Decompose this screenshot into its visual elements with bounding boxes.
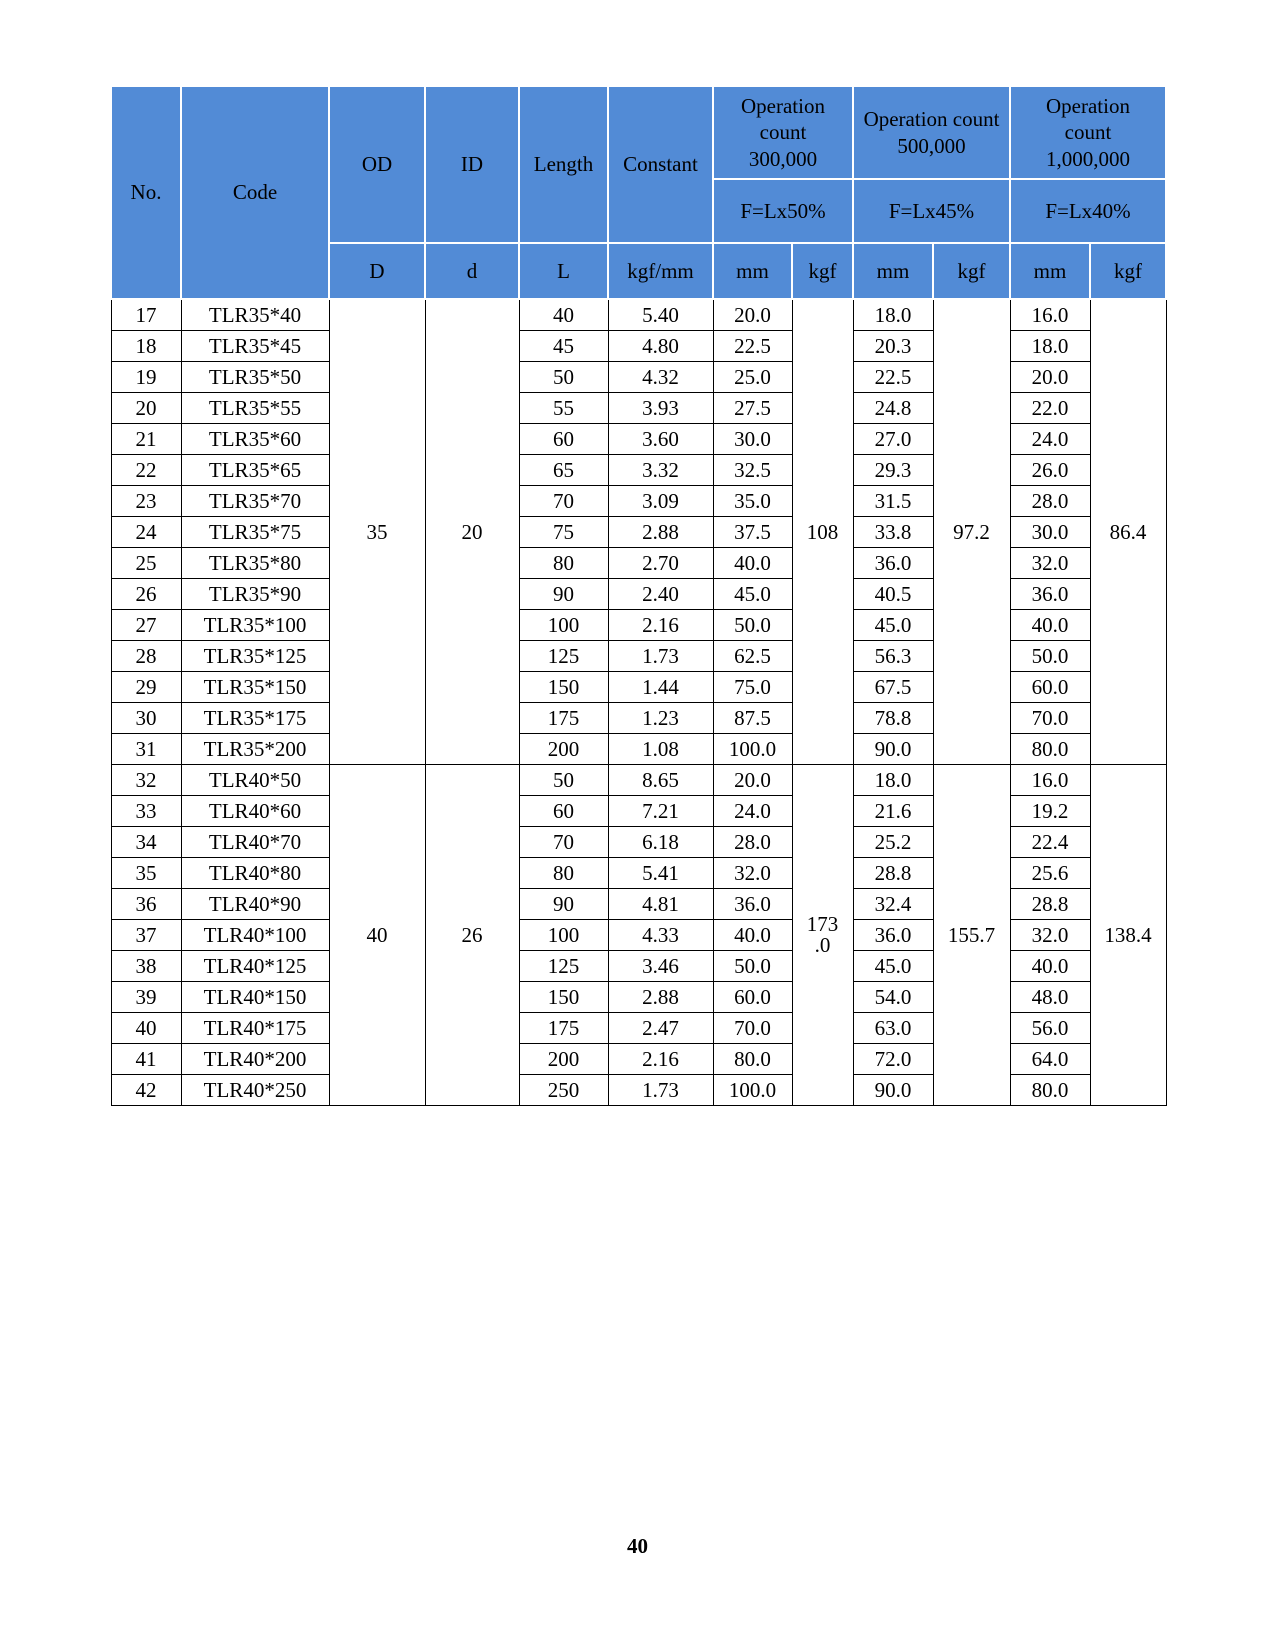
row-constant: 4.80 [608, 331, 713, 362]
row-no: 42 [111, 1075, 181, 1106]
row-mm-500000: 20.3 [853, 331, 933, 362]
row-constant: 2.16 [608, 610, 713, 641]
header-unit-kgf-1000000: kgf [1090, 243, 1166, 299]
row-length: 150 [519, 672, 608, 703]
row-no: 28 [111, 641, 181, 672]
row-mm-500000: 56.3 [853, 641, 933, 672]
row-mm-1000000: 40.0 [1010, 951, 1090, 982]
row-mm-1000000: 64.0 [1010, 1044, 1090, 1075]
row-code: TLR35*70 [181, 486, 329, 517]
row-code: TLR35*75 [181, 517, 329, 548]
row-constant: 1.08 [608, 734, 713, 765]
row-length: 200 [519, 1044, 608, 1075]
row-no: 39 [111, 982, 181, 1013]
row-no: 30 [111, 703, 181, 734]
group-od: 40 [329, 765, 425, 1106]
row-constant: 2.88 [608, 982, 713, 1013]
table-row [111, 299, 1166, 331]
row-code: TLR40*175 [181, 1013, 329, 1044]
row-length: 90 [519, 889, 608, 920]
spec-table [110, 85, 1167, 1106]
row-mm-300000: 20.0 [713, 765, 792, 796]
row-mm-300000: 24.0 [713, 796, 792, 827]
row-mm-300000: 32.5 [713, 455, 792, 486]
row-no: 37 [111, 920, 181, 951]
row-mm-300000: 30.0 [713, 424, 792, 455]
row-code: TLR35*65 [181, 455, 329, 486]
row-constant: 2.16 [608, 1044, 713, 1075]
row-code: TLR35*80 [181, 548, 329, 579]
table-body [111, 299, 1166, 1106]
row-length: 55 [519, 393, 608, 424]
row-no: 19 [111, 362, 181, 393]
row-mm-300000: 100.0 [713, 1075, 792, 1106]
row-length: 60 [519, 424, 608, 455]
row-mm-500000: 21.6 [853, 796, 933, 827]
row-mm-1000000: 80.0 [1010, 1075, 1090, 1106]
row-length: 125 [519, 641, 608, 672]
row-code: TLR40*50 [181, 765, 329, 796]
row-code: TLR40*90 [181, 889, 329, 920]
row-mm-1000000: 80.0 [1010, 734, 1090, 765]
row-length: 125 [519, 951, 608, 982]
row-constant: 1.73 [608, 1075, 713, 1106]
row-mm-300000: 40.0 [713, 920, 792, 951]
row-mm-500000: 33.8 [853, 517, 933, 548]
row-length: 100 [519, 920, 608, 951]
table-header [111, 86, 1166, 299]
row-code: TLR40*70 [181, 827, 329, 858]
row-length: 100 [519, 610, 608, 641]
row-mm-500000: 18.0 [853, 299, 933, 331]
row-mm-300000: 60.0 [713, 982, 792, 1013]
row-mm-500000: 28.8 [853, 858, 933, 889]
row-mm-500000: 78.8 [853, 703, 933, 734]
row-mm-1000000: 22.4 [1010, 827, 1090, 858]
row-length: 50 [519, 362, 608, 393]
row-length: 50 [519, 765, 608, 796]
row-no: 29 [111, 672, 181, 703]
row-mm-500000: 29.3 [853, 455, 933, 486]
row-no: 32 [111, 765, 181, 796]
row-mm-500000: 45.0 [853, 610, 933, 641]
row-mm-1000000: 60.0 [1010, 672, 1090, 703]
group-kgf-1000000: 86.4 [1090, 299, 1166, 765]
row-code: TLR35*50 [181, 362, 329, 393]
row-code: TLR40*150 [181, 982, 329, 1013]
header-length: Length [519, 86, 608, 243]
group-kgf-500000: 97.2 [933, 299, 1010, 765]
row-constant: 3.93 [608, 393, 713, 424]
row-length: 80 [519, 858, 608, 889]
row-no: 35 [111, 858, 181, 889]
row-constant: 4.32 [608, 362, 713, 393]
row-constant: 4.81 [608, 889, 713, 920]
row-mm-1000000: 70.0 [1010, 703, 1090, 734]
header-no: No. [111, 86, 181, 299]
header-operation-1000000: Operation count 1,000,000 [1010, 86, 1166, 179]
header-unit-mm-300000: mm [713, 243, 792, 299]
row-length: 200 [519, 734, 608, 765]
row-mm-500000: 32.4 [853, 889, 933, 920]
header-constant: Constant [608, 86, 713, 243]
header-unit-kgf-300000: kgf [792, 243, 853, 299]
row-mm-1000000: 32.0 [1010, 920, 1090, 951]
row-mm-1000000: 24.0 [1010, 424, 1090, 455]
row-mm-1000000: 50.0 [1010, 641, 1090, 672]
row-mm-300000: 70.0 [713, 1013, 792, 1044]
row-constant: 3.32 [608, 455, 713, 486]
row-mm-500000: 54.0 [853, 982, 933, 1013]
row-length: 80 [519, 548, 608, 579]
row-code: TLR35*200 [181, 734, 329, 765]
row-mm-300000: 20.0 [713, 299, 792, 331]
row-code: TLR35*150 [181, 672, 329, 703]
row-mm-500000: 18.0 [853, 765, 933, 796]
row-mm-500000: 25.2 [853, 827, 933, 858]
header-unit-D: D [329, 243, 425, 299]
group-id: 20 [425, 299, 519, 765]
row-mm-1000000: 16.0 [1010, 299, 1090, 331]
row-no: 40 [111, 1013, 181, 1044]
row-length: 65 [519, 455, 608, 486]
row-mm-500000: 40.5 [853, 579, 933, 610]
group-kgf-300000: 173 .0 [792, 765, 853, 1106]
header-od: OD [329, 86, 425, 243]
row-mm-500000: 27.0 [853, 424, 933, 455]
row-mm-1000000: 26.0 [1010, 455, 1090, 486]
row-mm-500000: 36.0 [853, 920, 933, 951]
row-code: TLR40*125 [181, 951, 329, 982]
row-code: TLR40*80 [181, 858, 329, 889]
row-code: TLR40*60 [181, 796, 329, 827]
row-constant: 8.65 [608, 765, 713, 796]
row-mm-500000: 36.0 [853, 548, 933, 579]
row-length: 40 [519, 299, 608, 331]
row-code: TLR35*60 [181, 424, 329, 455]
row-no: 36 [111, 889, 181, 920]
row-no: 31 [111, 734, 181, 765]
row-length: 45 [519, 331, 608, 362]
row-no: 17 [111, 299, 181, 331]
row-mm-1000000: 30.0 [1010, 517, 1090, 548]
row-mm-300000: 87.5 [713, 703, 792, 734]
row-code: TLR35*175 [181, 703, 329, 734]
group-kgf-1000000: 138.4 [1090, 765, 1166, 1106]
row-code: TLR35*40 [181, 299, 329, 331]
row-no: 23 [111, 486, 181, 517]
row-no: 21 [111, 424, 181, 455]
row-mm-300000: 45.0 [713, 579, 792, 610]
row-code: TLR40*100 [181, 920, 329, 951]
row-constant: 2.40 [608, 579, 713, 610]
row-mm-1000000: 32.0 [1010, 548, 1090, 579]
row-mm-1000000: 56.0 [1010, 1013, 1090, 1044]
row-no: 20 [111, 393, 181, 424]
row-mm-300000: 50.0 [713, 951, 792, 982]
row-constant: 3.09 [608, 486, 713, 517]
row-no: 25 [111, 548, 181, 579]
row-no: 18 [111, 331, 181, 362]
row-mm-500000: 67.5 [853, 672, 933, 703]
row-code: TLR35*100 [181, 610, 329, 641]
row-constant: 1.73 [608, 641, 713, 672]
row-mm-300000: 27.5 [713, 393, 792, 424]
row-mm-300000: 36.0 [713, 889, 792, 920]
header-unit-constant: kgf/mm [608, 243, 713, 299]
row-no: 27 [111, 610, 181, 641]
row-mm-300000: 75.0 [713, 672, 792, 703]
row-mm-1000000: 25.6 [1010, 858, 1090, 889]
row-mm-300000: 62.5 [713, 641, 792, 672]
row-no: 26 [111, 579, 181, 610]
row-mm-300000: 32.0 [713, 858, 792, 889]
header-operation-300000: Operation count 300,000 [713, 86, 853, 179]
row-code: TLR35*55 [181, 393, 329, 424]
row-length: 70 [519, 827, 608, 858]
row-constant: 1.44 [608, 672, 713, 703]
row-mm-500000: 24.8 [853, 393, 933, 424]
row-mm-1000000: 22.0 [1010, 393, 1090, 424]
header-id: ID [425, 86, 519, 243]
row-mm-300000: 80.0 [713, 1044, 792, 1075]
row-mm-300000: 50.0 [713, 610, 792, 641]
row-length: 175 [519, 1013, 608, 1044]
row-constant: 2.47 [608, 1013, 713, 1044]
row-no: 33 [111, 796, 181, 827]
row-mm-1000000: 28.0 [1010, 486, 1090, 517]
row-length: 70 [519, 486, 608, 517]
row-mm-500000: 90.0 [853, 1075, 933, 1106]
group-kgf-300000: 108 [792, 299, 853, 765]
row-mm-300000: 22.5 [713, 331, 792, 362]
header-unit-L: L [519, 243, 608, 299]
row-no: 34 [111, 827, 181, 858]
row-mm-300000: 37.5 [713, 517, 792, 548]
row-length: 90 [519, 579, 608, 610]
page-number: 40 [627, 1534, 648, 1558]
row-mm-300000: 28.0 [713, 827, 792, 858]
row-constant: 2.88 [608, 517, 713, 548]
row-length: 175 [519, 703, 608, 734]
row-mm-500000: 90.0 [853, 734, 933, 765]
row-mm-300000: 40.0 [713, 548, 792, 579]
row-mm-1000000: 48.0 [1010, 982, 1090, 1013]
row-code: TLR35*45 [181, 331, 329, 362]
header-formula-45: F=Lx45% [853, 179, 1010, 243]
row-no: 24 [111, 517, 181, 548]
row-code: TLR40*200 [181, 1044, 329, 1075]
row-mm-1000000: 18.0 [1010, 331, 1090, 362]
header-unit-mm-1000000: mm [1010, 243, 1090, 299]
row-mm-500000: 72.0 [853, 1044, 933, 1075]
row-mm-1000000: 16.0 [1010, 765, 1090, 796]
header-code: Code [181, 86, 329, 299]
header-formula-40: F=Lx40% [1010, 179, 1166, 243]
row-mm-1000000: 20.0 [1010, 362, 1090, 393]
row-constant: 3.60 [608, 424, 713, 455]
group-od: 35 [329, 299, 425, 765]
row-mm-300000: 35.0 [713, 486, 792, 517]
row-length: 250 [519, 1075, 608, 1106]
row-mm-1000000: 19.2 [1010, 796, 1090, 827]
row-length: 150 [519, 982, 608, 1013]
row-length: 60 [519, 796, 608, 827]
row-mm-1000000: 36.0 [1010, 579, 1090, 610]
row-mm-300000: 25.0 [713, 362, 792, 393]
row-constant: 7.21 [608, 796, 713, 827]
row-mm-500000: 31.5 [853, 486, 933, 517]
group-id: 26 [425, 765, 519, 1106]
row-length: 75 [519, 517, 608, 548]
row-mm-1000000: 40.0 [1010, 610, 1090, 641]
row-constant: 3.46 [608, 951, 713, 982]
row-no: 22 [111, 455, 181, 486]
header-formula-50: F=Lx50% [713, 179, 853, 243]
table-row [111, 765, 1166, 796]
header-unit-mm-500000: mm [853, 243, 933, 299]
row-constant: 4.33 [608, 920, 713, 951]
row-no: 38 [111, 951, 181, 982]
row-mm-500000: 22.5 [853, 362, 933, 393]
row-constant: 1.23 [608, 703, 713, 734]
row-mm-1000000: 28.8 [1010, 889, 1090, 920]
row-code: TLR40*250 [181, 1075, 329, 1106]
row-code: TLR35*125 [181, 641, 329, 672]
row-mm-300000: 100.0 [713, 734, 792, 765]
row-no: 41 [111, 1044, 181, 1075]
header-operation-500000: Operation count 500,000 [853, 86, 1010, 179]
row-constant: 6.18 [608, 827, 713, 858]
group-kgf-500000: 155.7 [933, 765, 1010, 1106]
row-mm-500000: 45.0 [853, 951, 933, 982]
row-mm-500000: 63.0 [853, 1013, 933, 1044]
header-unit-d: d [425, 243, 519, 299]
row-constant: 5.40 [608, 299, 713, 331]
header-unit-kgf-500000: kgf [933, 243, 1010, 299]
row-code: TLR35*90 [181, 579, 329, 610]
row-constant: 2.70 [608, 548, 713, 579]
row-constant: 5.41 [608, 858, 713, 889]
